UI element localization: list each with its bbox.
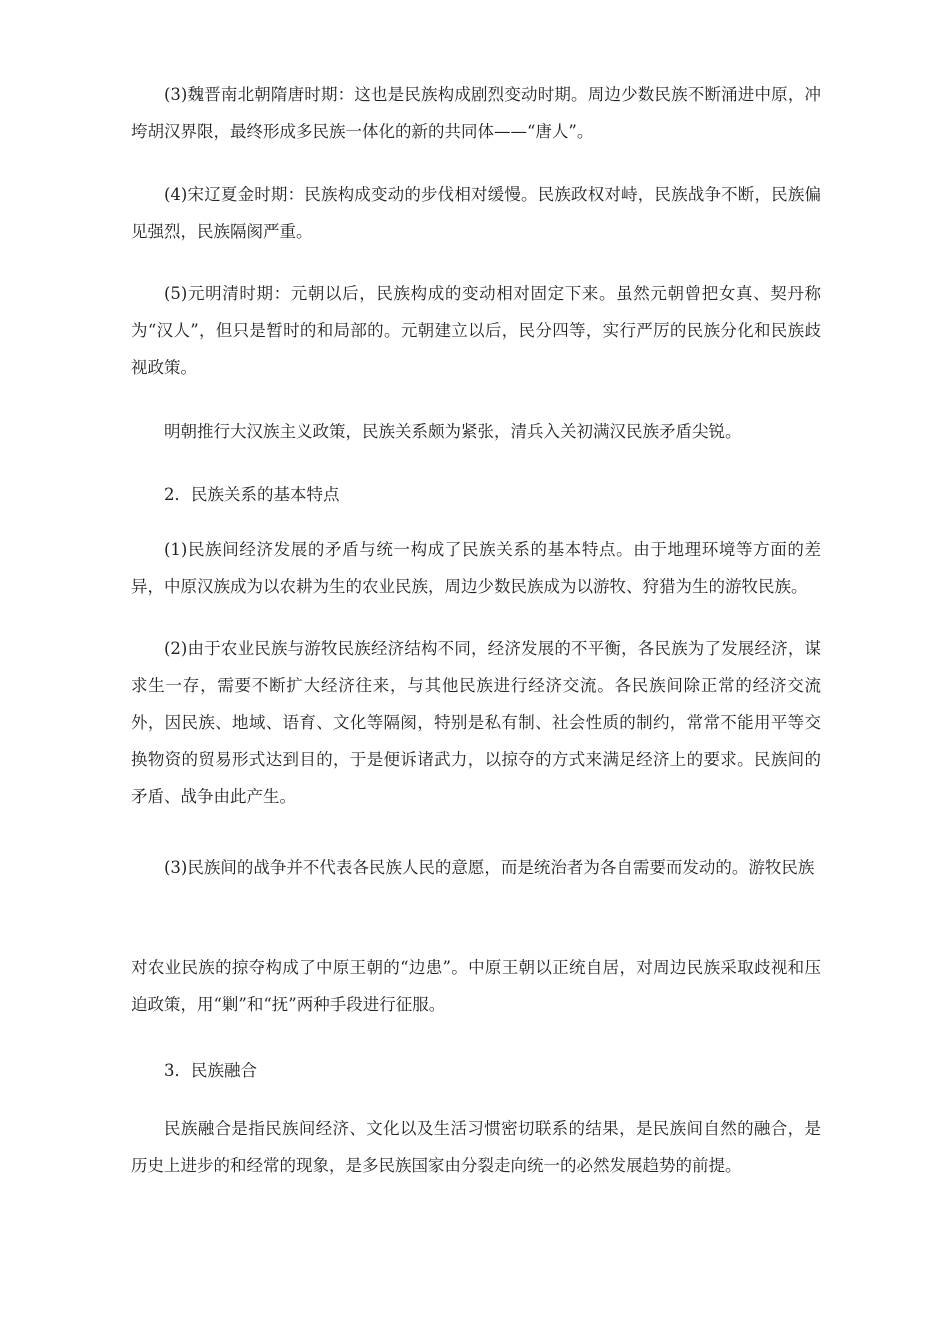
paragraph-period-wei-jin-sui-tang: (3)魏晋南北朝隋唐时期：这也是民族构成剧烈变动时期。周边少数民族不断涌进中原，冲垮胡汉界限，最终形成多民族一体化的新的共同体——“唐人”。 [131, 85, 821, 141]
paragraph-period-song-liao-xia-jin: (4)宋辽夏金时期：民族构成变动的步伐相对缓慢。民族政权对峙，民族战争不断，民族偏见强烈，民族隔阂严重。 [131, 185, 821, 241]
paragraph-feature-3-continued: 对农业民族的掠夺构成了中原王朝的“边患”。中原王朝以正统自居，对周边民族采取歧视和压迫政策，用“剿”和“抚”两种手段进行征服。 [131, 958, 821, 1014]
section-heading-ethnic-fusion: 3．民族融合 [164, 1061, 257, 1080]
section-heading-basic-features: 2．民族关系的基本特点 [164, 485, 340, 504]
paragraph-feature-2: (2)由于农业民族与游牧民族经济结构不同，经济发展的不平衡，各民族为了发展经济，谋求生一存，需要不断扩大经济往来，与其他民族进行经济交流。各民族间除正常的经济交流外，因民族、地域、语育、文化等隔阂，特别是私有制、社会性质的制约，常常不能用平等交换物资的贸易形式达到目的，于是便诉诸武力，以掠夺的方式来满足经济上的要求。民族间的矛盾、战争由此产生。 [131, 639, 821, 806]
paragraph-period-yuan-ming-qing: (5)元明清时期：元朝以后，民族构成的变动相对固定下来。虽然元朝曾把女真、契丹称为“汉人”，但只是暂时的和局部的。元朝建立以后，民分四等，实行严厉的民族分化和民族歧视政策。 [131, 284, 821, 377]
paragraph-ethnic-fusion: 民族融合是指民族间经济、文化以及生活习惯密切联系的结果，是民族间自然的融合，是历史上进步的和经常的现象，是多民族国家由分裂走向统一的必然发展趋势的前提。 [131, 1119, 821, 1175]
paragraph-feature-1: (1)民族间经济发展的矛盾与统一构成了民族关系的基本特点。由于地理环境等方面的差异，中原汉族成为以农耕为生的农业民族，周边少数民族成为以游牧、狩猎为生的游牧民族。 [131, 540, 821, 596]
paragraph-feature-3: (3)民族间的战争并不代表各民族人民的意愿，而是统治者为各自需要而发动的。游牧民族 [164, 858, 815, 877]
paragraph-ming-qing-relations: 明朝推行大汉族主义政策，民族关系颇为紧张，清兵入关初满汉民族矛盾尖锐。 [164, 422, 742, 441]
